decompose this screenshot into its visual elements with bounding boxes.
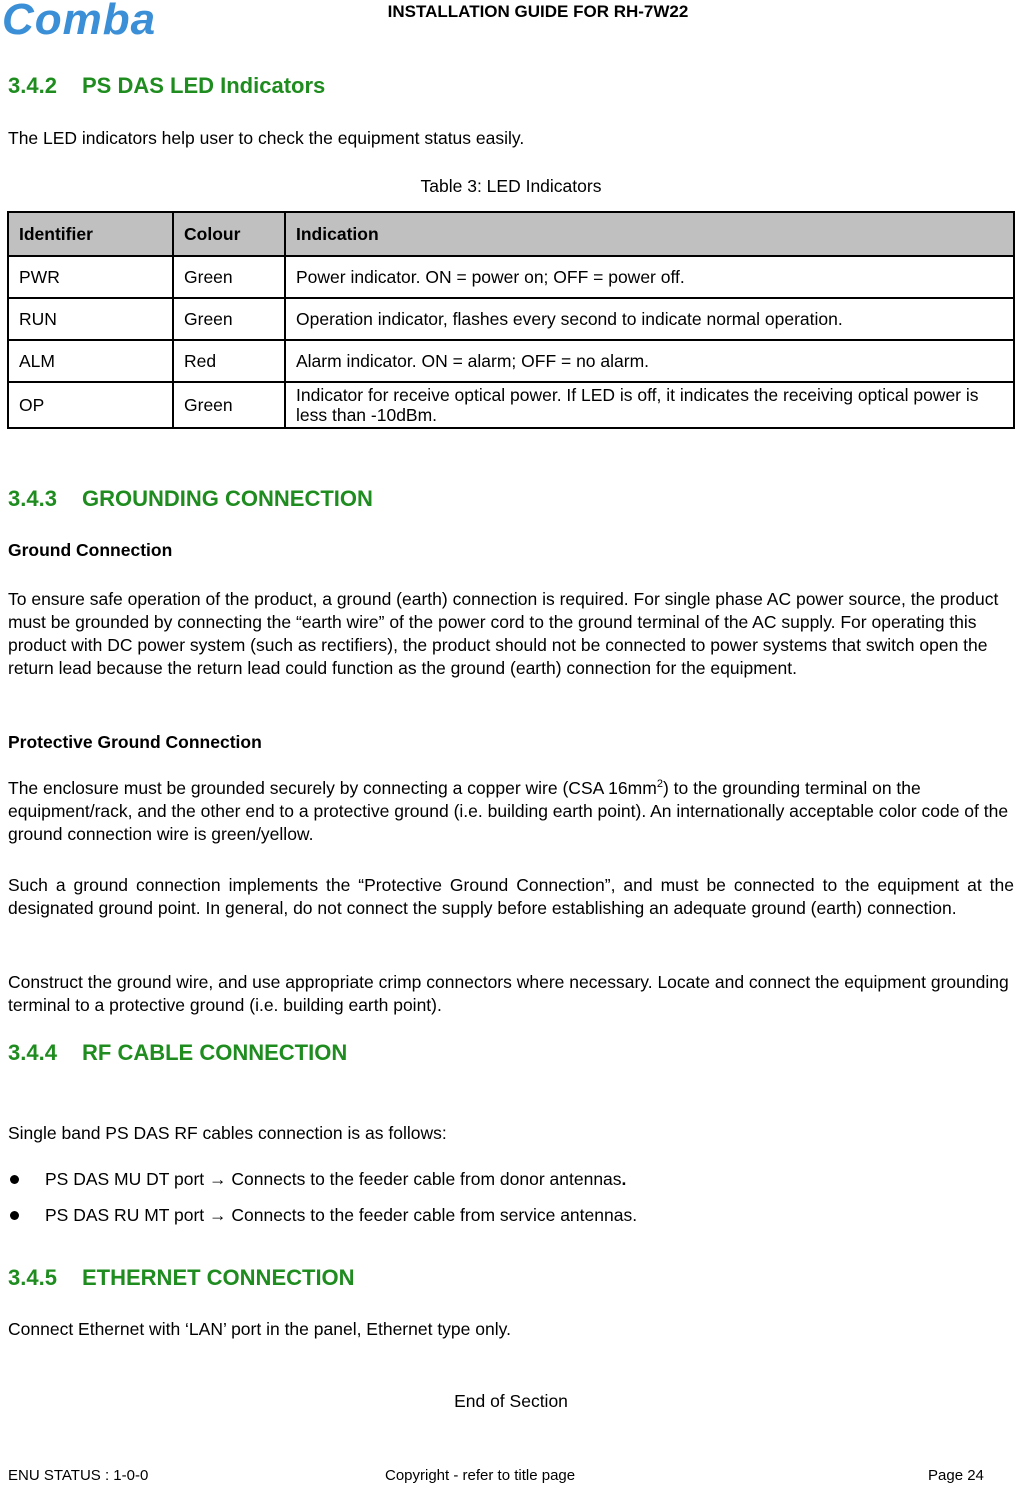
bullet-icon xyxy=(10,1175,19,1184)
company-logo: Comba xyxy=(2,0,157,44)
column-header: Indication xyxy=(285,212,1014,256)
subheading-ground-connection: Ground Connection xyxy=(8,540,173,560)
footer-page-number: Page 24 xyxy=(928,1467,984,1484)
port-description: Connects to the feeder cable from donor antennas xyxy=(231,1169,622,1189)
led-indicator-table xyxy=(7,211,1015,429)
list-item xyxy=(8,1169,626,1190)
section-number: 3.4.2 xyxy=(8,73,57,98)
table-cell: Red xyxy=(173,340,285,382)
paragraph: Connect Ethernet with ‘LAN’ port in the panel, Ethernet type only. xyxy=(8,1319,511,1339)
table-cell: OP xyxy=(8,382,173,428)
document-title: INSTALLATION GUIDE FOR RH-7W22 xyxy=(387,2,689,21)
port-name: PS DAS MU DT port xyxy=(45,1169,205,1189)
arrow-icon: → xyxy=(209,1169,227,1189)
section-heading-3-4-5 xyxy=(8,1265,355,1291)
table-row xyxy=(8,256,1014,298)
section-title: ETHERNET CONNECTION xyxy=(82,1265,355,1290)
section-title: PS DAS LED Indicators xyxy=(82,73,326,98)
table-row xyxy=(8,382,1014,428)
table-cell: ALM xyxy=(8,340,173,382)
paragraph: Construct the ground wire, and use appropriate crimp connectors where necessary. Locate and connect the equipment grounding terminal to a protective ground (i.e. building earth point). xyxy=(8,972,1009,1015)
section-title: GROUNDING CONNECTION xyxy=(82,486,373,511)
section-intro: The LED indicators help user to check the equipment status easily. xyxy=(8,128,525,148)
paragraph-text: The enclosure must be grounded securely by connecting a copper wire (CSA 16mm xyxy=(8,778,657,798)
section-number: 3.4.4 xyxy=(8,1040,57,1065)
column-header: Colour xyxy=(173,212,285,256)
table-cell: Green xyxy=(173,298,285,340)
section-intro: Single band PS DAS RF cables connection is as follows: xyxy=(8,1123,447,1143)
footer-copyright: Copyright - refer to title page xyxy=(385,1467,576,1484)
period: . xyxy=(621,1169,627,1189)
arrow-icon: → xyxy=(209,1205,227,1225)
section-heading-3-4-4 xyxy=(8,1040,347,1066)
superscript: 2 xyxy=(656,778,663,791)
table-caption: Table 3: LED Indicators xyxy=(420,176,602,196)
bullet-icon xyxy=(10,1211,19,1220)
column-header: Identifier xyxy=(8,212,173,256)
table-cell: Green xyxy=(173,256,285,298)
table-row xyxy=(8,340,1014,382)
paragraph xyxy=(8,777,1014,846)
port-name: PS DAS RU MT port xyxy=(45,1205,205,1225)
table-cell: Power indicator. ON = power on; OFF = power off. xyxy=(285,256,1014,298)
paragraph: Such a ground connection implements the “Protective Ground Connection”, and must be connected to the equipment at the designated ground point. In general, do not connect the supply before establishing an adequate ground (earth) connection. xyxy=(8,875,1014,918)
section-heading-3-4-2 xyxy=(8,73,325,99)
table-cell: Green xyxy=(173,382,285,428)
section-number: 3.4.5 xyxy=(8,1265,57,1290)
section-number: 3.4.3 xyxy=(8,486,57,511)
paragraph: To ensure safe operation of the product, a ground (earth) connection is required. For single phase AC power source, the product must be grounded by connecting the “earth wire” of the power cord to the ground terminal of the AC supply. For operating this product with DC power system (such as rectifiers), the product should not be connected to power systems that switch open the return lead because the return lead could function as the ground (earth) connection for the equipment. xyxy=(8,589,999,678)
section-heading-3-4-3 xyxy=(8,486,373,512)
table-header-row xyxy=(8,212,1014,256)
table-row xyxy=(8,298,1014,340)
table-cell: PWR xyxy=(8,256,173,298)
table-cell: Operation indicator, flashes every second to indicate normal operation. xyxy=(285,298,1014,340)
list-item xyxy=(8,1205,637,1226)
footer-status: ENU STATUS : 1-0-0 xyxy=(8,1467,149,1484)
subheading-protective-ground: Protective Ground Connection xyxy=(8,732,262,752)
section-title: RF CABLE CONNECTION xyxy=(82,1040,348,1065)
table-cell: Alarm indicator. ON = alarm; OFF = no alarm. xyxy=(285,340,1014,382)
table-cell: Indicator for receive optical power. If LED is off, it indicates the receiving optical power is less than -10dBm. xyxy=(285,382,1014,428)
end-of-section: End of Section xyxy=(454,1391,568,1411)
port-description: Connects to the feeder cable from service antennas. xyxy=(231,1205,638,1225)
paragraph-text: ) to the grounding terminal on the equipment/rack, and the other end to a protective ground (i.e. building earth point). An internationally acceptable color code of the ground connection wire is green/yellow. xyxy=(8,778,1009,844)
table-cell: RUN xyxy=(8,298,173,340)
